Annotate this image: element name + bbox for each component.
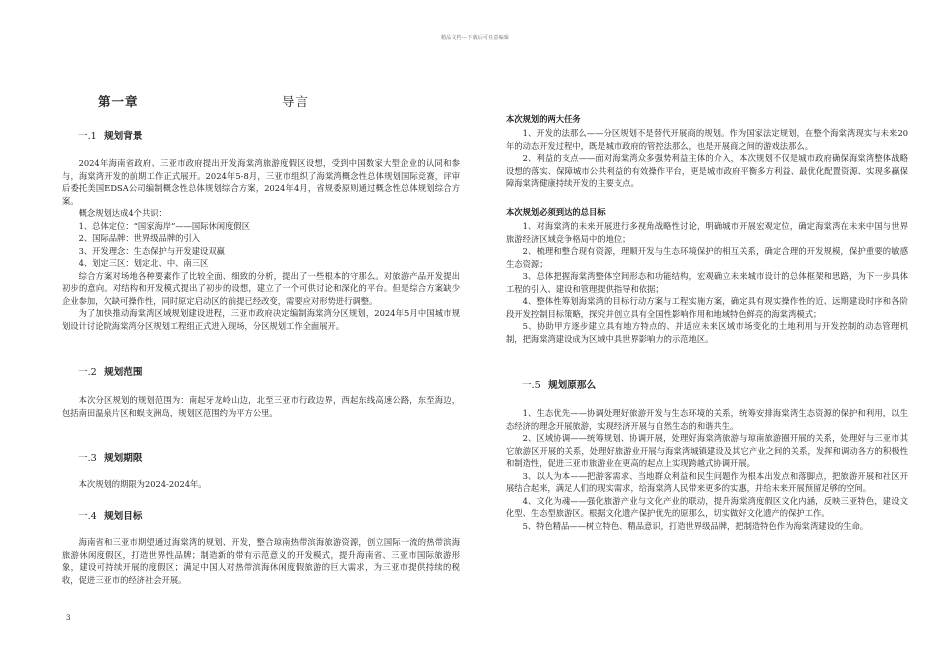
section-title: 规划原那么 — [548, 380, 597, 391]
section-body-objectives — [62, 536, 460, 586]
page-number: 3 — [66, 614, 71, 622]
goals-body — [506, 220, 908, 345]
section-heading-objectives — [78, 508, 142, 522]
paragraph: 5、特色精品——树立特色、精品意识，打造世界级品牌，把制造特色作为海棠湾建设的生命。 — [522, 520, 869, 531]
section-number: 一.2 — [78, 367, 97, 378]
section-number: 一.3 — [78, 453, 97, 464]
paragraph: 1、对海棠湾的未来开展进行多视角战略性讨论，明确城市开展宏观定位，确定海棠湾在未来中国与世界旅游经济区域竞争格局中的地位； — [506, 221, 908, 244]
section-number: 一.1 — [78, 131, 97, 142]
section-heading-principles — [522, 377, 596, 391]
paragraph: 2、梳理和整合现有资源，理顺开发与生态环境保护的相互关系，确定合理的开发规模，保护重要的敏感生态资源； — [506, 246, 908, 269]
paragraph: 综合方案对场地各种要素作了比较全面、细致的分析，提出了一些根本的守那么。对旅游产品开发提出初步的意向。对结构和开发模式提出了初步的设想，建立了一个可供讨论和深化的平台。但是综合方案缺少企业参加，欠缺可操作性，同时原定启动区的前提已经改变，需要应对形势进行调整。 — [62, 270, 460, 306]
paragraph: 1、生态优先——协调处理好旅游开发与生态环境的关系，统筹安排海棠湾生态资源的保护和利用，以生态经济的理念开展旅游，实现经济开展与自然生态的和谐共生。 — [506, 408, 908, 431]
tasks-body — [506, 127, 908, 190]
section-heading-background — [78, 128, 142, 142]
tasks-title: 本次规划的两大任务 — [506, 114, 581, 124]
header-watermark: 精品文档---下载后可任意编辑 — [440, 35, 510, 41]
section-heading-period — [78, 450, 142, 464]
paragraph: 2024年海南省政府、三亚市政府提出开发海棠湾旅游度假区设想，受到中国数家大型企业的认同和参与，海棠湾开发的前期工作正式展开。2024年5-8月，三亚市组织了海棠湾概念性总体规划国际竞赛，评审后委托美国EDSA公司编制概念性总体规划综合方案，2024年4月，省规委原则通过概念性总体规划综合方案。 — [62, 158, 460, 206]
paragraph: 海南省和三亚市期望通过海棠湾的规划、开发，整合琼南热带滨海旅游资源，创立国际一流的热带滨海旅游休闲度假区，打造世界性品牌；制造新的带有示范意义的开发模式，提升海南省、三亚市国际旅游形象，建设可持续开展的度假区；满足中国人对热带滨海休闲度假旅游的巨大需求，为三亚市提供持续的税收，促进三亚市的经济社会开展。 — [62, 537, 460, 585]
section-number: 一.4 — [78, 511, 97, 522]
paragraph: 1、总体定位：“国家海岸”——国际休闲度假区 — [78, 220, 250, 231]
chapter-label: 第一章 — [98, 94, 139, 109]
paragraph: 3、总体把握海棠湾整体空间形态和功能结构，宏观确立未来城市设计的总体框架和思路，为下一步具体工程的引入、建设和管理提供指导和依据； — [506, 271, 908, 294]
section-body-principles — [506, 407, 908, 532]
paragraph: 3、开发理念：生态保护与开发建设双赢 — [78, 245, 225, 256]
section-title: 规划范围 — [104, 367, 143, 378]
paragraph: 5、协助甲方逐步建立具有地方特点的、并适应未来区域市场变化的土地利用与开发控制的动态管理机制，把海棠湾建设成为区域中具世界影响力的示范地区。 — [506, 321, 908, 344]
paragraph: 4、文化为魂——强化旅游产业与文化产业的联动，提升海棠湾度假区文化内涵，反映三亚特色，建设文化型、生态型旅游区。根据文化遗产保护优先的原那么，切实做好文化遗产的保护工作。 — [506, 495, 908, 518]
goals-title: 本次规划必须到达的总目标 — [506, 207, 606, 217]
section-body-period — [62, 478, 460, 491]
section-title: 规划期限 — [104, 453, 143, 464]
paragraph: 本次分区规划的规划范围为：南起牙龙岭山边，北至三亚市行政边界，西起东线高速公路，东至海边，包括南田温泉片区和蜈支洲岛，规划区范围约为平方公里。 — [62, 395, 460, 418]
section-title: 规划目标 — [104, 511, 143, 522]
section-body-background — [62, 157, 460, 332]
paragraph: 2、区域协调——统筹规划、协调开展，处理好海棠湾旅游与琼南旅游圈开展的关系，处理好与三亚市其它旅游区开展的关系，处理好旅游业开展与海棠湾城镇建设及其它产业之间的关系，发挥和调动各方的积极性和制造性，促进三亚市旅游业在更高的起点上实现跨越式协调开展。 — [506, 433, 908, 468]
paragraph: 4、整体性筹划海棠湾的目标行动方案与工程实施方案，确定具有现实操作性的近、远期建设时序和各阶段开发控制目标策略，探究并创立具有全国性影响作用和地域特色鲜亮的海棠湾模式； — [506, 296, 908, 319]
paragraph: 本次规划的期限为2024-2024年。 — [78, 479, 207, 489]
paragraph: 为了加快推动海棠湾区域规划建设进程，三亚市政府决定编制海棠湾分区规划，2024年5月中国城市规划设计讨论院海棠湾分区规划工程组正式进入现场，分区规划工作全面展开。 — [62, 308, 460, 331]
paragraph: 2、利益的支点——面对海棠湾众多强势利益主体的介入，本次规划不仅是城市政府确保海棠湾整体战略设想的落实、保障城市公共利益的有效操作平台，更是城市政府平衡多方利益、最优化配置资源、实现多赢保障海棠湾健康持续开发的主要支点。 — [506, 153, 908, 188]
chapter-subtitle: 导言 — [282, 94, 310, 109]
section-body-scope — [62, 394, 460, 419]
paragraph: 4、划定三区：划定北、中、南三区 — [78, 258, 209, 268]
paragraph: 概念规划达成4个共识： — [78, 208, 167, 218]
paragraph: 2、国际品牌：世界级品牌的引入 — [78, 233, 201, 243]
paragraph: 3、以人为本——把游客需求、当地群众利益和民生问题作为根本出发点和落脚点，把旅游开展和社区开展结合起来，满足人们的现实需求，给海棠湾人民带来更多的实惠，并给未来开展预留足够的空间。 — [506, 470, 908, 493]
section-title: 规划背景 — [104, 131, 143, 142]
paragraph: 1、开发的法那么——分区规划不是替代开展商的规划。作为国家法定规划，在整个海棠湾现实与未来20年的动态开发过程中，既是城市政府的管控法那么，也是开展商之间的游戏法那么。 — [506, 128, 908, 151]
section-number: 一.5 — [522, 380, 541, 391]
section-heading-scope — [78, 364, 142, 378]
